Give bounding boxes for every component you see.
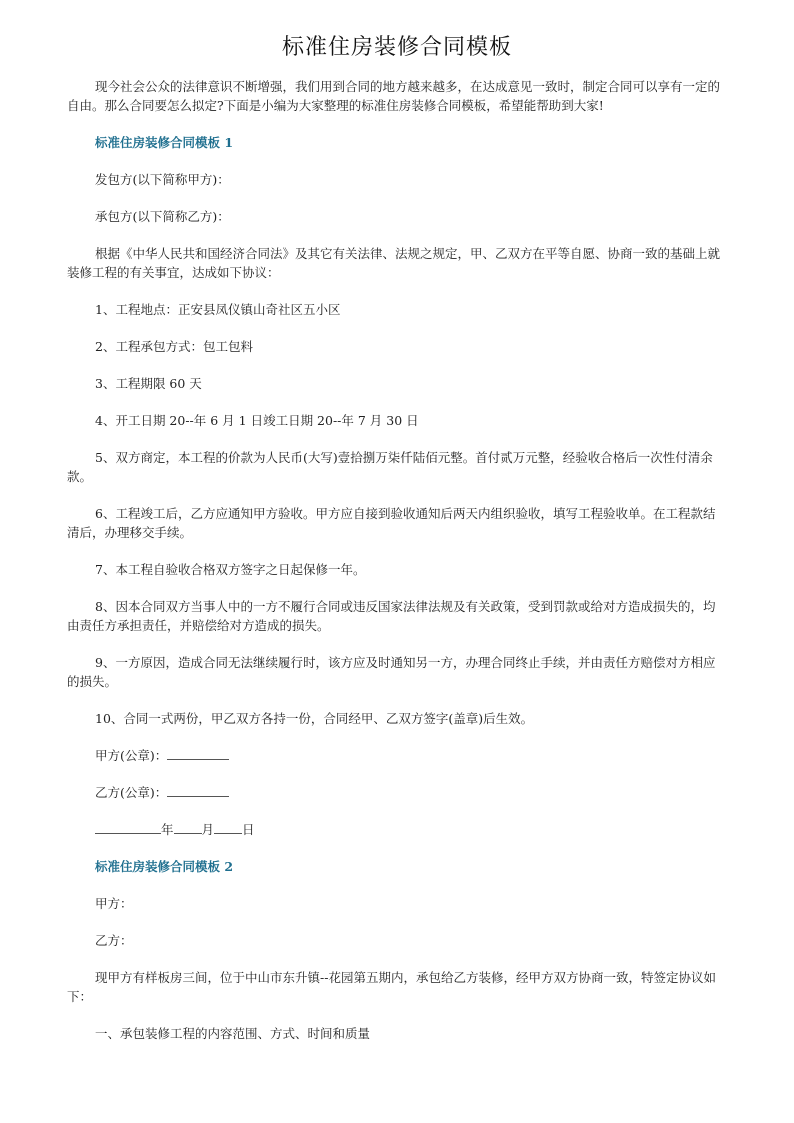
section1-preamble: 根据《中华人民共和国经济合同法》及其它有关法律、法规之规定，甲、乙双方在平等自愿、协商一致的基础上就装修工程的有关事宜，达成如下协议： — [67, 246, 721, 280]
intro-paragraph: 现今社会公众的法律意识不断增强，我们用到合同的地方越来越多，在达成意见一致时，制定合同可以享有一定的自由。那么合同要怎么拟定?下面是小编为大家整理的标准住房装修合同模板，希望能帮助到大家! — [67, 79, 721, 113]
section2-preamble: 现甲方有样板房三间，位于中山市东升镇--花园第五期内，承包给乙方装修，经甲方双方协商一致，特签定协议如下： — [67, 970, 716, 1004]
section1-item-10: 10、合同一式两份，甲乙双方各持一份，合同经甲、乙双方签字(盖章)后生效。 — [95, 711, 534, 726]
section2-party-a: 甲方： — [95, 896, 133, 911]
section1-item-7: 7、本工程自验收合格双方签字之日起保修一年。 — [95, 562, 366, 577]
section1-item-1: 1、工程地点：正安县凤仪镇山奇社区五小区 — [95, 302, 341, 317]
section2-clause-1: 一、承包装修工程的内容范围、方式、时间和质量 — [95, 1026, 371, 1041]
signature-party-a-blank — [167, 746, 229, 760]
date-day-label: 日 — [242, 822, 255, 837]
date-month-blank — [174, 820, 202, 834]
section1-party-a: 发包方(以下简称甲方)： — [95, 172, 230, 187]
section1-item-8: 8、因本合同双方当事人中的一方不履行合同或违反国家法律法规及有关政策，受到罚款或给对方造成损失的，均由责任方承担责任，并赔偿给对方造成的损失。 — [67, 599, 716, 633]
signature-party-b — [67, 783, 727, 802]
section1-item-5: 5、双方商定，本工程的价款为人民币(大写)壹拾捌万柒仟陆佰元整。首付贰万元整，经验收合格后一次性付清余款。 — [67, 450, 713, 484]
section2-heading: 标准住房装修合同模板 2 — [95, 859, 234, 874]
date-year-label: 年 — [161, 822, 174, 837]
section1-item-3: 3、工程期限 60 天 — [95, 376, 202, 391]
section2-party-b: 乙方： — [95, 933, 133, 948]
signature-party-a — [67, 746, 727, 765]
signature-party-a-label: 甲方(公章)： — [95, 748, 168, 763]
date-day-blank — [214, 820, 242, 834]
section1-party-b: 承包方(以下简称乙方)： — [95, 209, 230, 224]
section1-item-2: 2、工程承包方式：包工包料 — [95, 339, 253, 354]
section1-item-6: 6、工程竣工后，乙方应通知甲方验收。甲方应自接到验收通知后两天内组织验收，填写工程验收单。在工程款结清后，办理移交手续。 — [67, 506, 716, 540]
signature-date — [67, 820, 727, 839]
section1-item-4: 4、开工日期 20--年 6 月 1 日竣工日期 20--年 7 月 30 日 — [95, 413, 419, 428]
signature-party-b-blank — [167, 783, 229, 797]
section1-item-9: 9、一方原因，造成合同无法继续履行时，该方应及时通知另一方，办理合同终止手续，并由责任方赔偿对方相应的损失。 — [67, 655, 716, 689]
document-body — [67, 77, 727, 1043]
date-year-blank — [95, 820, 161, 834]
section1-heading: 标准住房装修合同模板 1 — [95, 135, 234, 150]
date-month-label: 月 — [201, 822, 215, 837]
document-title: 标准住房装修合同模板 — [281, 35, 512, 60]
signature-party-b-label: 乙方(公章)： — [95, 785, 168, 800]
